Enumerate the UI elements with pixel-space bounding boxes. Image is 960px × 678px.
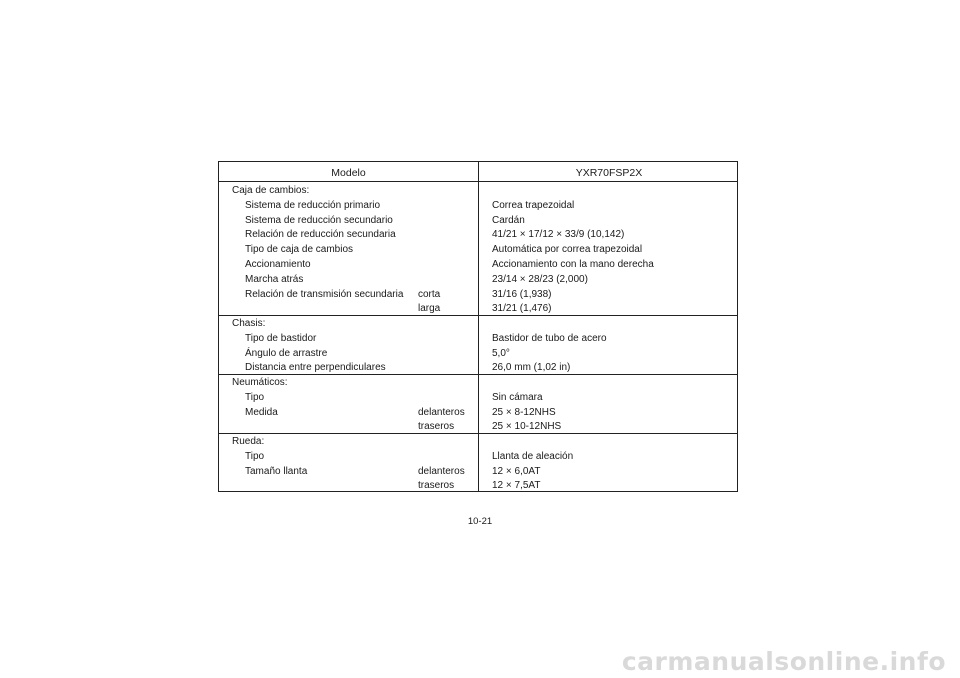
row-sublabel: delanteros bbox=[418, 406, 465, 418]
table-row bbox=[219, 273, 737, 288]
row-value: Sin cámara bbox=[492, 391, 543, 403]
row-value: Correa trapezoidal bbox=[492, 199, 575, 211]
row-value: 26,0 mm (1,02 in) bbox=[492, 362, 571, 374]
row-label: Tamaño llanta bbox=[245, 465, 308, 477]
row-value: Bastidor de tubo de acero bbox=[492, 332, 607, 344]
table-row bbox=[219, 465, 737, 480]
row-label: Sistema de reducción secundario bbox=[245, 214, 393, 226]
section-transmission bbox=[219, 182, 737, 316]
table-row bbox=[219, 258, 737, 273]
section-title: Neumáticos: bbox=[232, 377, 288, 388]
row-label: Marcha atrás bbox=[245, 273, 304, 285]
section-title-row bbox=[219, 317, 737, 332]
table-row bbox=[219, 450, 737, 465]
row-value: 31/21 (1,476) bbox=[492, 303, 552, 315]
table-row bbox=[219, 199, 737, 214]
section-title: Rueda: bbox=[232, 436, 265, 447]
row-label: Medida bbox=[245, 406, 278, 418]
table-header bbox=[219, 162, 737, 182]
row-label: Relación de reducción secundaria bbox=[245, 229, 396, 241]
table-row bbox=[219, 228, 737, 243]
row-label: Sistema de reducción primario bbox=[245, 199, 381, 211]
section-title: Caja de cambios: bbox=[232, 185, 310, 196]
row-sublabel: delanteros bbox=[418, 465, 465, 477]
table-row bbox=[219, 391, 737, 406]
row-label: Ángulo de arrastre bbox=[245, 347, 328, 359]
table-row bbox=[219, 406, 737, 421]
section-chassis bbox=[219, 316, 737, 375]
row-label: Distancia entre perpendiculares bbox=[245, 362, 386, 374]
row-value: Automática por correa trapezoidal bbox=[492, 244, 643, 256]
table-row bbox=[219, 243, 737, 258]
table-row bbox=[219, 302, 737, 317]
row-sublabel: traseros bbox=[418, 480, 455, 492]
row-value: 41/21 × 17/12 × 33/9 (10,142) bbox=[492, 229, 625, 241]
row-value: 12 × 7,5AT bbox=[492, 480, 541, 492]
row-label: Tipo de bastidor bbox=[245, 332, 317, 344]
watermark: carmanualsonline.info bbox=[621, 647, 946, 676]
table-row bbox=[219, 347, 737, 362]
page-number: 10-21 bbox=[467, 516, 493, 527]
row-label: Relación de transmisión secundaria bbox=[245, 288, 404, 300]
table-row bbox=[219, 361, 737, 376]
row-label: Accionamiento bbox=[245, 258, 311, 270]
section-wheels bbox=[219, 434, 737, 491]
row-sublabel: corta bbox=[418, 288, 441, 300]
table-row bbox=[219, 479, 737, 494]
table-row bbox=[219, 214, 737, 229]
row-value: 25 × 10-12NHS bbox=[492, 421, 562, 433]
row-value: 23/14 × 28/23 (2,000) bbox=[492, 273, 588, 285]
row-sublabel: larga bbox=[418, 303, 441, 315]
table-row bbox=[219, 420, 737, 435]
row-value: Cardán bbox=[492, 214, 525, 226]
row-label: Tipo de caja de cambios bbox=[245, 244, 354, 256]
row-value: 31/16 (1,938) bbox=[492, 288, 552, 300]
section-title: Chasis: bbox=[232, 318, 266, 329]
row-sublabel: traseros bbox=[418, 421, 455, 433]
row-label: Tipo bbox=[245, 391, 265, 403]
model-label: Modelo bbox=[331, 167, 366, 179]
model-value: YXR70FSP2X bbox=[575, 167, 643, 179]
row-value: Llanta de aleación bbox=[492, 450, 574, 462]
section-title-row bbox=[219, 435, 737, 450]
row-value: 5,0° bbox=[492, 347, 510, 359]
section-title-row bbox=[219, 376, 737, 391]
section-tires bbox=[219, 375, 737, 434]
table-row bbox=[219, 332, 737, 347]
spec-table bbox=[218, 161, 738, 492]
table-row bbox=[219, 288, 737, 303]
row-value: Accionamiento con la mano derecha bbox=[492, 258, 654, 270]
section-title-row bbox=[219, 184, 737, 199]
row-value: 12 × 6,0AT bbox=[492, 465, 541, 477]
row-label: Tipo bbox=[245, 450, 265, 462]
row-value: 25 × 8-12NHS bbox=[492, 406, 556, 418]
